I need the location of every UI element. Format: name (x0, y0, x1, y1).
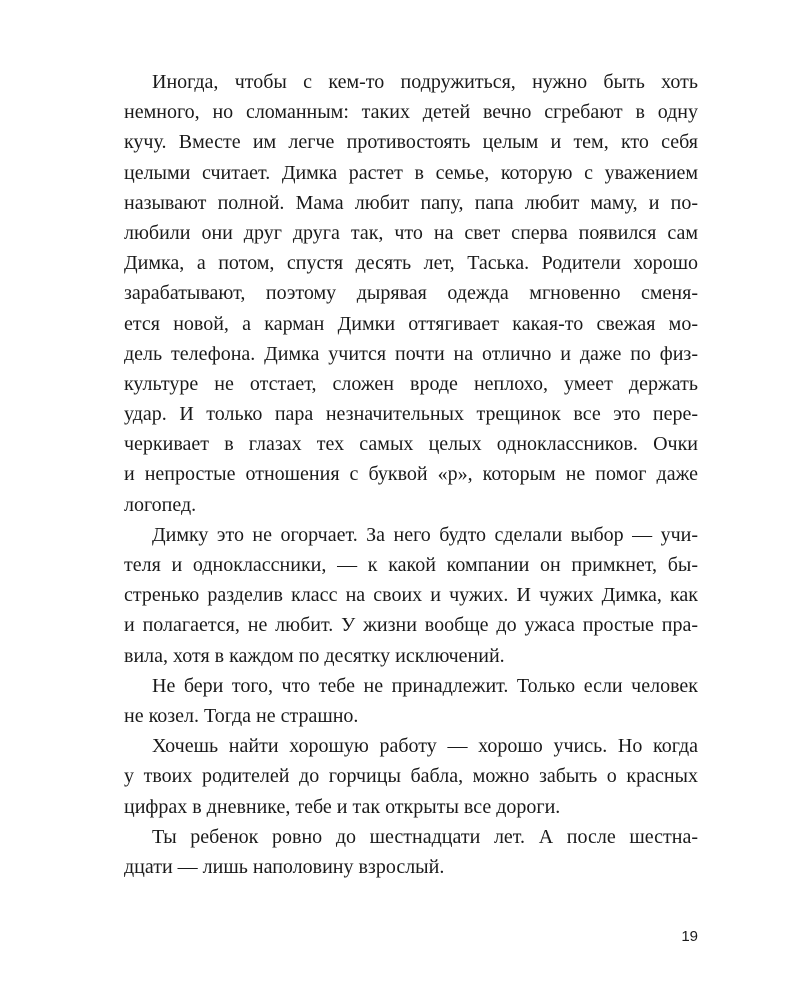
paragraph (124, 731, 698, 822)
text-line: целыми считает. Димка растет в семье, которую с уважением (124, 161, 698, 184)
text-line: культуре не отстает, сложен вроде неплохо, умеет держать (124, 372, 698, 395)
text-line: дель телефона. Димка учится почти на отлично и даже по физ- (124, 342, 698, 365)
text-line: называют полной. Мама любит папу, папа любит маму, и по- (124, 191, 698, 214)
text-line: черкивает в глазах тех самых целых одноклассников. Очки (124, 433, 698, 456)
text-line: Иногда, чтобы с кем-то подружиться, нужно быть хоть (152, 71, 698, 93)
text-line: теля и одноклассники, — к какой компании он примкнет, бы- (124, 554, 698, 576)
paragraph (124, 671, 698, 731)
text-line: Ты ребенок ровно до шестнадцати лет. А после шестна- (152, 825, 698, 848)
text-line: любили они друг друга так, что на свет сперва появился сам (124, 221, 698, 244)
text-line: дцати — лишь наполовину взрослый. (124, 855, 445, 878)
text-line: и непростые отношения с буквой «р», которым не помог даже (124, 463, 698, 486)
text-line: вила, хотя в каждом по десятку исключений. (124, 644, 505, 667)
page-number: 19 (681, 928, 698, 945)
text-line: удар. И только пара незначительных трещинок все это пере- (124, 403, 698, 426)
text-line: Димка, а потом, спустя десять лет, Таська. Родители хорошо (124, 252, 698, 275)
paragraph (124, 67, 698, 520)
text-line: цифрах в дневнике, тебе и так открыты все дороги. (124, 795, 561, 818)
body-text (124, 67, 698, 882)
text-line: логопед. (124, 493, 197, 516)
text-line: Димку это не огорчает. За него будто сделали выбор — учи- (152, 523, 698, 546)
text-line: стренько разделив класс на своих и чужих. И чужих Димка, как (124, 584, 698, 607)
text-line: и полагается, не любит. У жизни вообще до ужаса простые пра- (124, 614, 698, 637)
text-line: ется новой, а карман Димки оттягивает какая-то свежая мо- (124, 312, 698, 335)
paragraph (124, 520, 698, 671)
text-line: Не бери того, что тебе не принадлежит. Только если человек (152, 674, 698, 697)
text-line: у твоих родителей до горчицы бабла, можно забыть о красных (124, 765, 698, 788)
text-line: немного, но сломанным: таких детей вечно сгребают в одну (124, 101, 698, 124)
text-line: зарабатывают, поэтому дырявая одежда мгновенно сменя- (124, 282, 698, 305)
text-line: Хочешь найти хорошую работу — хорошо учись. Но когда (152, 735, 698, 758)
paragraph (124, 822, 698, 882)
text-line: не козел. Тогда не страшно. (124, 704, 359, 727)
text-line: кучу. Вместе им легче противостоять целым и тем, кто себя (124, 131, 698, 154)
